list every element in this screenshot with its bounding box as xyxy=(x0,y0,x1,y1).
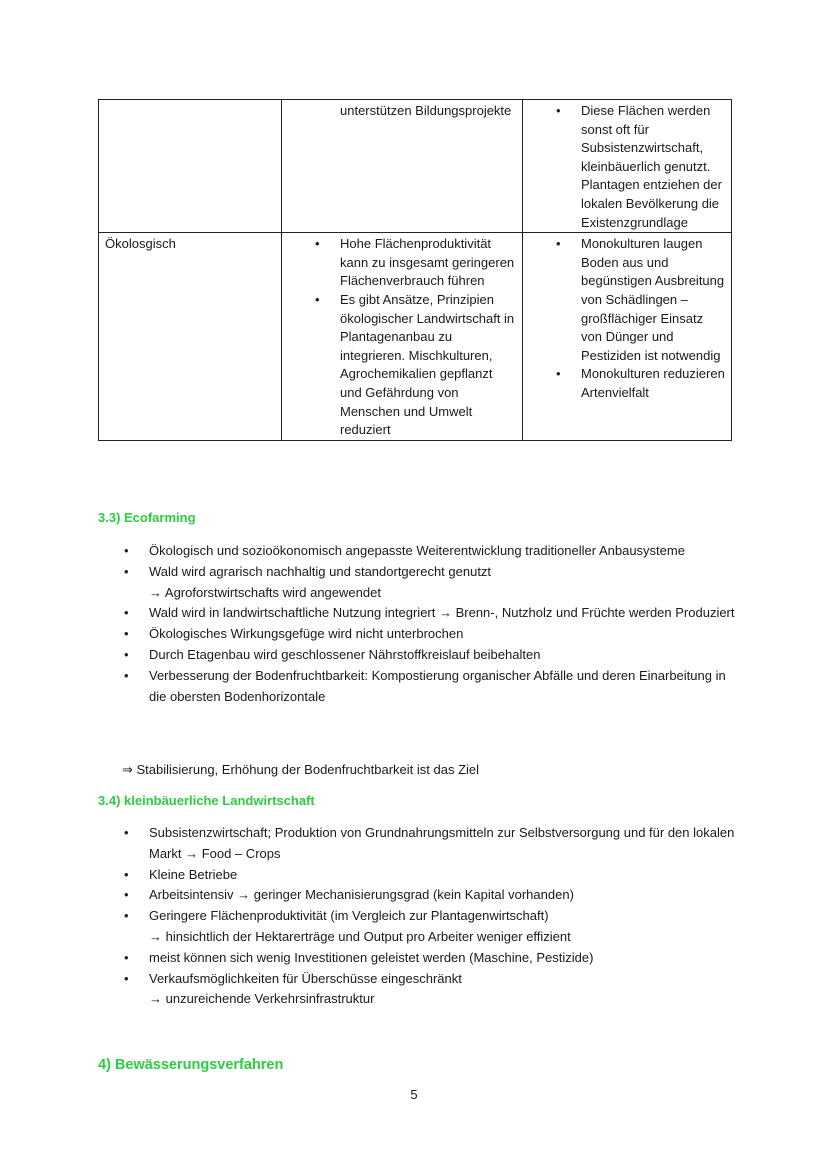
list-item xyxy=(98,541,738,562)
bullet-icon: • xyxy=(124,970,129,986)
list-item-text: Ökologisches Wirkungsgefüge wird nicht unterbrochen xyxy=(149,626,464,642)
section-heading-ecofarming: 3.3) Ecofarming xyxy=(98,510,196,525)
list-item xyxy=(98,624,738,645)
table-row xyxy=(99,100,732,233)
bullet-icon: • xyxy=(315,291,320,307)
kleinbaeuerlich-list xyxy=(98,823,738,1010)
list-item-text: Subsistenzwirtschaft; Produktion von Grundnahrungsmitteln zur Selbstversorgung und für den lokalen Markt → Food – Crops xyxy=(149,825,735,861)
table-cell-text: Monokulturen reduzieren Artenvielfalt xyxy=(581,366,725,400)
bullet-icon: • xyxy=(124,887,129,903)
table-cell-text: Diese Flächen werden sonst oft für Subsistenzwirtschaft, kleinbäuerlich genutzt. Plantagen entziehen der lokalen Bevölkerung die Existenzgrundlage xyxy=(581,103,722,230)
bullet-icon: • xyxy=(315,236,320,252)
table-cell-text: Es gibt Ansätze, Prinzipien ökologischer Landwirtschaft in Plantagenanbau zu integrieren. Mischkulturen, Agrochemikalien gepflanzt und Gefährdung von Menschen und Umwelt reduziert xyxy=(340,291,515,438)
list-item-subline: → hinsichtlich der Hektarerträge und Output pro Arbeiter weniger effizient xyxy=(149,928,571,944)
list-item xyxy=(98,603,738,624)
list-item xyxy=(98,969,738,1011)
table-cell-item xyxy=(529,235,725,365)
table-cell-item xyxy=(529,365,725,402)
bullet-icon: • xyxy=(124,605,129,621)
list-item-text: Arbeitsintensiv → geringer Mechanisierungsgrad (kein Kapital vorhanden) xyxy=(149,887,574,903)
list-item-text: Durch Etagenbau wird geschlossener Nährstoffkreislauf beibehalten xyxy=(149,646,541,662)
list-item-text: Kleine Betriebe xyxy=(149,866,238,882)
list-item xyxy=(98,645,738,666)
table-cell-category: Ökolosgisch xyxy=(99,233,282,441)
section-heading-kleinbaeuerlich: 3.4) kleinbäuerliche Landwirtschaft xyxy=(98,793,315,808)
comparison-table xyxy=(98,99,732,441)
list-item xyxy=(98,562,738,604)
bullet-icon: • xyxy=(556,366,561,382)
list-item xyxy=(98,885,738,906)
table-cell-disadvantages xyxy=(523,233,732,441)
bullet-icon: • xyxy=(124,667,129,683)
table-cell-category xyxy=(99,100,282,233)
table-cell-item xyxy=(288,291,516,440)
list-item-subline: → unzureichende Verkehrsinfrastruktur xyxy=(149,991,375,1007)
list-item-text: Verbesserung der Bodenfruchtbarkeit: Kompostierung organischer Abfälle und deren Einarbeitung in die obersten Bodenhorizontale xyxy=(149,667,726,704)
list-item xyxy=(98,948,738,969)
table-cell-advantages xyxy=(282,233,523,441)
bullet-icon: • xyxy=(124,543,129,558)
section-heading-bewaesserung: 4) Bewässerungsverfahren xyxy=(98,1057,284,1073)
list-item xyxy=(98,865,738,886)
list-item-text: Geringere Flächenproduktivität (im Vergleich zur Plantagenwirtschaft) xyxy=(149,908,549,924)
bullet-icon: • xyxy=(124,949,129,965)
table-cell-advantages xyxy=(282,100,523,233)
list-item xyxy=(98,666,738,708)
table-cell-disadvantages xyxy=(523,100,732,233)
list-item-text: Verkaufsmöglichkeiten für Überschüsse eingeschränkt xyxy=(149,970,462,986)
table-cell-text: Monokulturen laugen Boden aus und begünstigen Ausbreitung von Schädlingen – großflächiger Einsatz von Dünger und Pestiziden ist notwendig xyxy=(581,236,725,363)
bullet-icon: • xyxy=(556,103,561,118)
bullet-icon: • xyxy=(556,236,561,252)
list-item-text: Ökologisch und sozioökonomisch angepasste Weiterentwicklung traditioneller Anbausysteme xyxy=(149,543,685,558)
list-item-subline: → Agroforstwirtschafts wird angewendet xyxy=(149,584,381,600)
table-cell-item xyxy=(288,102,516,121)
list-item xyxy=(98,906,738,948)
table-cell-item xyxy=(288,235,516,291)
bullet-icon: • xyxy=(124,908,129,924)
list-item-text: meist können sich wenig Investitionen geleistet werden (Maschine, Pestizide) xyxy=(149,949,594,965)
page-number: 5 xyxy=(410,1087,418,1102)
bullet-icon: • xyxy=(124,563,129,579)
table-cell-item xyxy=(529,102,725,232)
list-item xyxy=(98,823,738,865)
list-item-text: Wald wird in landwirtschaftliche Nutzung integriert → Brenn-, Nutzholz und Früchte werden Produziert xyxy=(149,605,735,621)
ecofarming-list xyxy=(98,541,738,707)
bullet-icon: • xyxy=(124,646,129,662)
list-item-text: Wald wird agrarisch nachhaltig und standortgerecht genutzt xyxy=(149,563,492,579)
table-row xyxy=(99,233,732,441)
bullet-icon: • xyxy=(124,626,129,642)
bullet-icon: • xyxy=(124,825,129,840)
bullet-icon: • xyxy=(124,866,129,882)
ecofarming-conclusion: ⇒ Stabilisierung, Erhöhung der Bodenfruchtbarkeit ist das Ziel xyxy=(122,762,480,777)
table-cell-text: Hohe Flächenproduktivität kann zu insgesamt geringeren Flächenverbrauch führen xyxy=(340,236,515,289)
table-cell-text: unterstützen Bildungsprojekte xyxy=(340,103,512,118)
